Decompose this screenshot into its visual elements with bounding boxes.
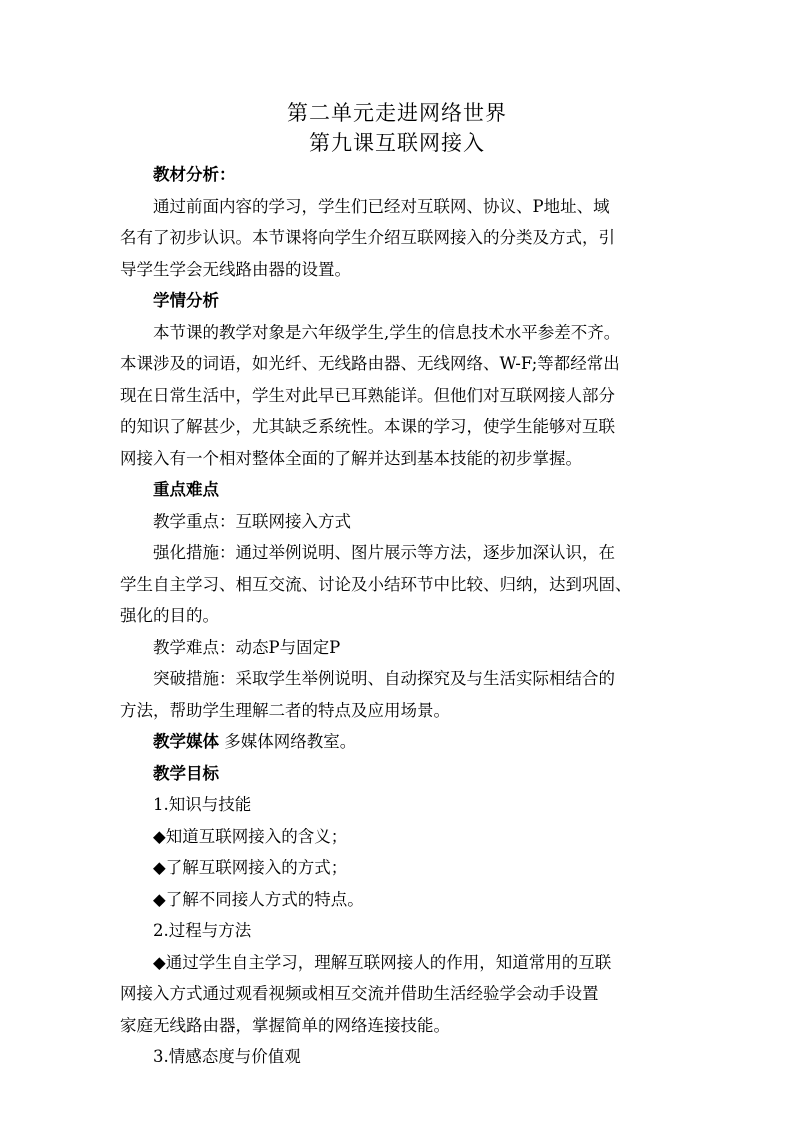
measures-line: 学生自主学习、相互交流、讨论及小结环节中比较、归纳，达到巩固、 bbox=[120, 574, 632, 594]
students-line: 网接入有一个相对整体全面的了解并达到基本技能的初步掌握。 bbox=[120, 448, 582, 468]
goal-3-title: 3.情感态度与价值观 bbox=[153, 1047, 301, 1066]
goal-2-title: 2.过程与方法 bbox=[153, 921, 252, 940]
goal-1-item: ◆了解互联网接入的方式； bbox=[153, 858, 348, 877]
breakthrough-line: 方法，帮助学生理解二者的特点及应用场景。 bbox=[120, 700, 450, 720]
materials-heading: 教材分析： bbox=[153, 165, 236, 184]
materials-line: 名有了初步认识。本节课将向学生介绍互联网接入的分类及方式，引 bbox=[120, 228, 615, 247]
lesson-title: 第九课互联网接入 bbox=[309, 131, 485, 155]
key-points-heading: 重点难点 bbox=[153, 480, 219, 499]
goals-heading: 教学目标 bbox=[153, 763, 219, 783]
students-line: 的知识了解甚少，尤其缺乏系统性。本课的学习，使学生能够对互联 bbox=[120, 417, 615, 436]
media-text: 多媒体网络教室。 bbox=[224, 732, 357, 751]
materials-line: 导学生学会无线路由器的设置。 bbox=[120, 259, 351, 279]
teaching-focus: 教学重点：互联网接入方式 bbox=[153, 511, 351, 531]
students-line: 本课涉及的词语，如光纤、无线路由器、无线网络、W-F;等都经常出 bbox=[120, 354, 620, 373]
breakthrough-line: 突破措施：采取学生举例说明、自动探究及与生活实际相结合的 bbox=[153, 669, 615, 688]
students-line: 现在日常生活中，学生对此早已耳熟能详。但他们对互联网接人部分 bbox=[120, 385, 615, 405]
goal-2-line: 网接入方式通过观看视频或相互交流并借助生活经验学会动手设置 bbox=[120, 984, 599, 1003]
goal-1-item: ◆知道互联网接入的含义； bbox=[153, 826, 348, 846]
goal-2-line: ◆通过学生自主学习，理解互联网接人的作用，知道常用的互联 bbox=[153, 952, 612, 972]
teaching-difficulty: 教学难点：动态P与固定P bbox=[153, 637, 341, 657]
goal-1-item: ◆了解不同接人方式的特点。 bbox=[153, 889, 364, 909]
media-heading: 教学媒体 bbox=[153, 732, 219, 751]
students-line: 本节课的教学对象是六年级学生,学生的信息技术水平参差不齐。 bbox=[153, 322, 621, 342]
students-heading: 学情分析 bbox=[153, 291, 219, 310]
media-paragraph bbox=[120, 726, 680, 758]
unit-title: 第二单元走进网络世界 bbox=[287, 101, 507, 125]
document-body bbox=[120, 159, 680, 1073]
goal-2-line: 家庭无线路由器，掌握简单的网络连接技能。 bbox=[120, 1015, 450, 1035]
goal-1-title: 1.知识与技能 bbox=[153, 795, 252, 814]
measures-line: 强化措施：通过举例说明、图片展示等方法，逐步加深认识，在 bbox=[153, 543, 615, 562]
materials-line: 通过前面内容的学习，学生们已经对互联网、协议、P地址、域 bbox=[153, 196, 610, 216]
measures-line: 强化的目的。 bbox=[120, 606, 219, 625]
